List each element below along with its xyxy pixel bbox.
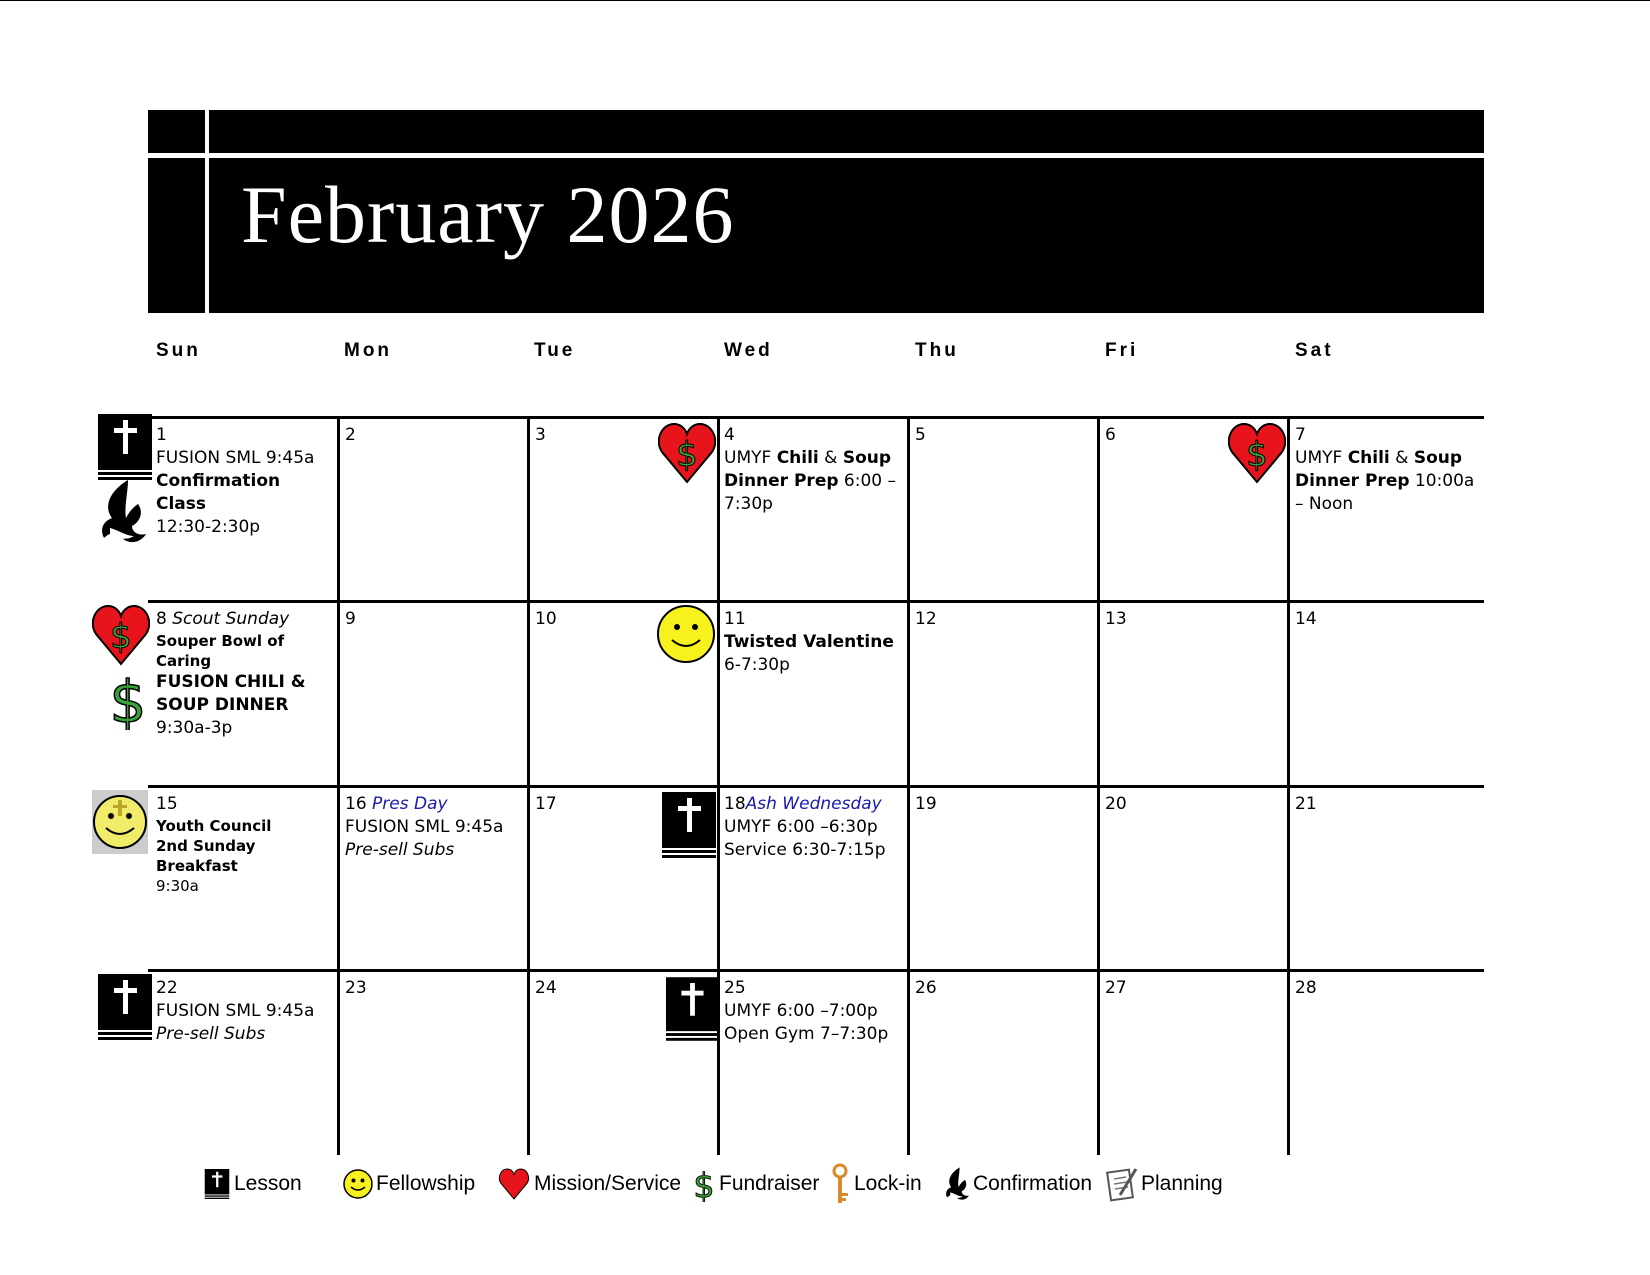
legend-item-planning [1106,1167,1223,1201]
day-number: 8 [156,609,167,629]
event-line: FUSION SML 9:45a [156,1001,315,1021]
legend-label: Confirmation [973,1172,1093,1195]
day-number: 23 [345,978,367,998]
dow-wed: Wed [724,340,773,361]
event-line: Twisted Valentine [724,632,894,652]
event-text: Soup [842,448,892,468]
day-cell-7[interactable] [1295,424,1485,516]
dow-tue: Tue [534,340,576,361]
svg-text:$: $ [1246,435,1268,475]
event-line: 9:30a [156,877,199,895]
event-text: UMYF [1295,448,1348,468]
day-cell-11[interactable] [724,608,904,677]
day-cell-5[interactable] [915,424,926,447]
day-number: 14 [1295,609,1317,629]
day-number: 16 [345,794,367,814]
grid-line-col-5 [1097,417,1100,1155]
heart-dollar-icon [658,422,716,484]
event-line [724,447,904,470]
bible-icon [662,792,716,858]
grid-line-col-1 [337,417,340,1155]
day-number: 27 [1105,978,1127,998]
dollar-icon [692,1166,716,1202]
legend-label: Mission/Service [534,1172,682,1195]
day-cell-6[interactable] [1105,424,1116,447]
event-line [724,470,904,493]
day-cell-18[interactable] [724,793,906,862]
month-banner [148,110,1484,313]
event-line: 2nd Sunday Breakfast [156,837,256,875]
dollar-icon [108,668,148,730]
event-text: 6:00 – [838,471,897,491]
day-number: 3 [535,425,546,445]
grid-line-row-1 [148,416,1484,419]
key-icon [829,1163,851,1205]
grid-line-row-3 [148,785,1484,788]
day-cell-28[interactable] [1295,977,1317,1000]
event-line: 6-7:30p [724,655,790,675]
event-text: Soup [1413,448,1463,468]
day-number: 7 [1295,425,1306,445]
event-line: SOUP DINNER [156,695,289,715]
day-cell-8[interactable] [156,608,334,740]
planning-notepad-icon [1106,1165,1138,1203]
day-number: 19 [915,794,937,814]
legend-item-lockin [829,1167,922,1201]
day-number: 10 [535,609,557,629]
holiday-label: Pres Day [372,794,448,814]
day-number: 9 [345,609,356,629]
event-line [1295,470,1485,493]
bible-icon [98,974,152,1040]
dow-thu: Thu [915,340,959,361]
day-cell-1[interactable] [156,424,334,539]
event-line: Pre-sell Subs [345,840,455,860]
dow-mon: Mon [344,340,393,361]
event-line [156,608,334,631]
dow-fri: Fri [1105,340,1139,361]
legend-label: Planning [1141,1172,1223,1195]
event-line: 9:30a-3p [156,718,233,738]
day-cell-12[interactable] [915,608,937,631]
day-number: 12 [915,609,937,629]
grid-line-row-4 [148,969,1484,972]
event-line: UMYF 6:00 –7:00p [724,1001,878,1021]
grid-line-row-2 [148,600,1484,603]
day-cell-26[interactable] [915,977,937,1000]
day-cell-16[interactable] [345,793,525,862]
smiley-icon [343,1169,373,1199]
banner-cross-horizontal [148,153,1484,158]
day-cell-4[interactable] [724,424,904,516]
event-line: UMYF 6:00 –6:30p [724,817,878,837]
day-number: 26 [915,978,937,998]
bible-icon [98,414,152,480]
heart-icon [497,1168,531,1200]
event-text: & [1389,448,1414,468]
bible-icon [203,1169,231,1199]
svg-text:$: $ [676,435,698,475]
dove-flame-icon [944,1165,970,1203]
day-cell-9[interactable] [345,608,356,631]
day-number: 20 [1105,794,1127,814]
day-cell-21[interactable] [1295,793,1317,816]
event-text: Dinner Prep [1295,471,1410,491]
event-line: Confirmation Class [156,471,281,514]
day-cell-13[interactable] [1105,608,1127,631]
day-number: 18 [724,794,746,814]
grid-line-col-4 [907,417,910,1155]
event-line: – Noon [1295,494,1354,514]
day-number: 25 [724,978,746,998]
event-line: Caring [156,652,212,670]
bible-icon [666,976,718,1042]
day-cell-23[interactable] [345,977,367,1000]
svg-text:$: $ [109,668,147,730]
event-text: Dinner Prep [724,471,839,491]
dow-sun: Sun [156,340,201,361]
day-cell-25[interactable] [724,977,906,1046]
dove-flame-icon [98,478,148,546]
event-line [345,793,525,816]
event-line: Youth Council [156,817,272,835]
day-cell-10[interactable] [535,608,557,631]
grid-line-col-6 [1287,417,1290,1155]
day-number: 15 [156,794,178,814]
day-number: 22 [156,978,178,998]
day-number: 17 [535,794,557,814]
grid-line-col-2 [527,417,530,1155]
legend-label: Fundraiser [719,1172,820,1195]
day-cell-2[interactable] [345,424,356,447]
day-cell-24[interactable] [535,977,557,1000]
event-text: Chili [776,448,819,468]
event-line: Pre-sell Subs [156,1024,266,1044]
event-line [1295,447,1485,470]
day-number: 28 [1295,978,1317,998]
day-number: 24 [535,978,557,998]
day-number: 6 [1105,425,1116,445]
legend-label: Lesson [234,1172,302,1195]
day-cell-3[interactable] [535,424,546,447]
legend-item-confirmation [944,1167,1092,1201]
day-cell-14[interactable] [1295,608,1317,631]
svg-text:$: $ [693,1166,715,1202]
event-line: FUSION SML 9:45a [156,448,315,468]
day-number: 1 [156,425,167,445]
smiley-cross-icon [92,790,148,854]
day-cell-15[interactable] [156,793,336,896]
day-cell-19[interactable] [915,793,937,816]
legend-item-fundraiser [692,1167,819,1201]
event-text: 10:00a [1409,471,1475,491]
event-line: Souper Bowl of [156,632,285,650]
legend-label: Lock-in [854,1172,922,1195]
day-cell-17[interactable] [535,793,557,816]
heart-dollar-icon [92,604,150,666]
event-text: Scout Sunday [172,609,290,629]
legend-item-fellowship [343,1167,475,1201]
event-line: Open Gym 7–7:30p [724,1024,889,1044]
event-line: 7:30p [724,494,773,514]
banner-cross-vertical [205,110,209,313]
event-text: Chili [1347,448,1390,468]
legend-item-mission [497,1167,681,1201]
event-line: Service 6:30-7:15p [724,840,886,860]
grid-line-col-3 [717,417,720,1155]
top-rule [0,0,1650,1]
day-number: 5 [915,425,926,445]
event-line: 12:30-2:30p [156,517,261,537]
heart-dollar-icon [1228,422,1286,484]
legend-item-lesson [203,1167,302,1201]
day-number: 13 [1105,609,1127,629]
day-cell-20[interactable] [1105,793,1127,816]
event-text: UMYF [724,448,777,468]
day-cell-27[interactable] [1105,977,1127,1000]
holiday-label: Ash Wednesday [745,794,882,814]
month-title: February 2026 [241,169,735,260]
day-number: 4 [724,425,735,445]
legend-label: Fellowship [376,1172,476,1195]
day-number: 2 [345,425,356,445]
event-line: FUSION SML 9:45a [345,817,504,837]
day-cell-22[interactable] [156,977,334,1046]
smiley-icon [656,604,716,664]
day-number: 11 [724,609,746,629]
dow-sat: Sat [1295,340,1334,361]
event-line [724,793,906,816]
svg-text:$: $ [110,617,132,657]
event-text: & [818,448,843,468]
day-number: 21 [1295,794,1317,814]
event-line: FUSION CHILI & [156,672,306,692]
